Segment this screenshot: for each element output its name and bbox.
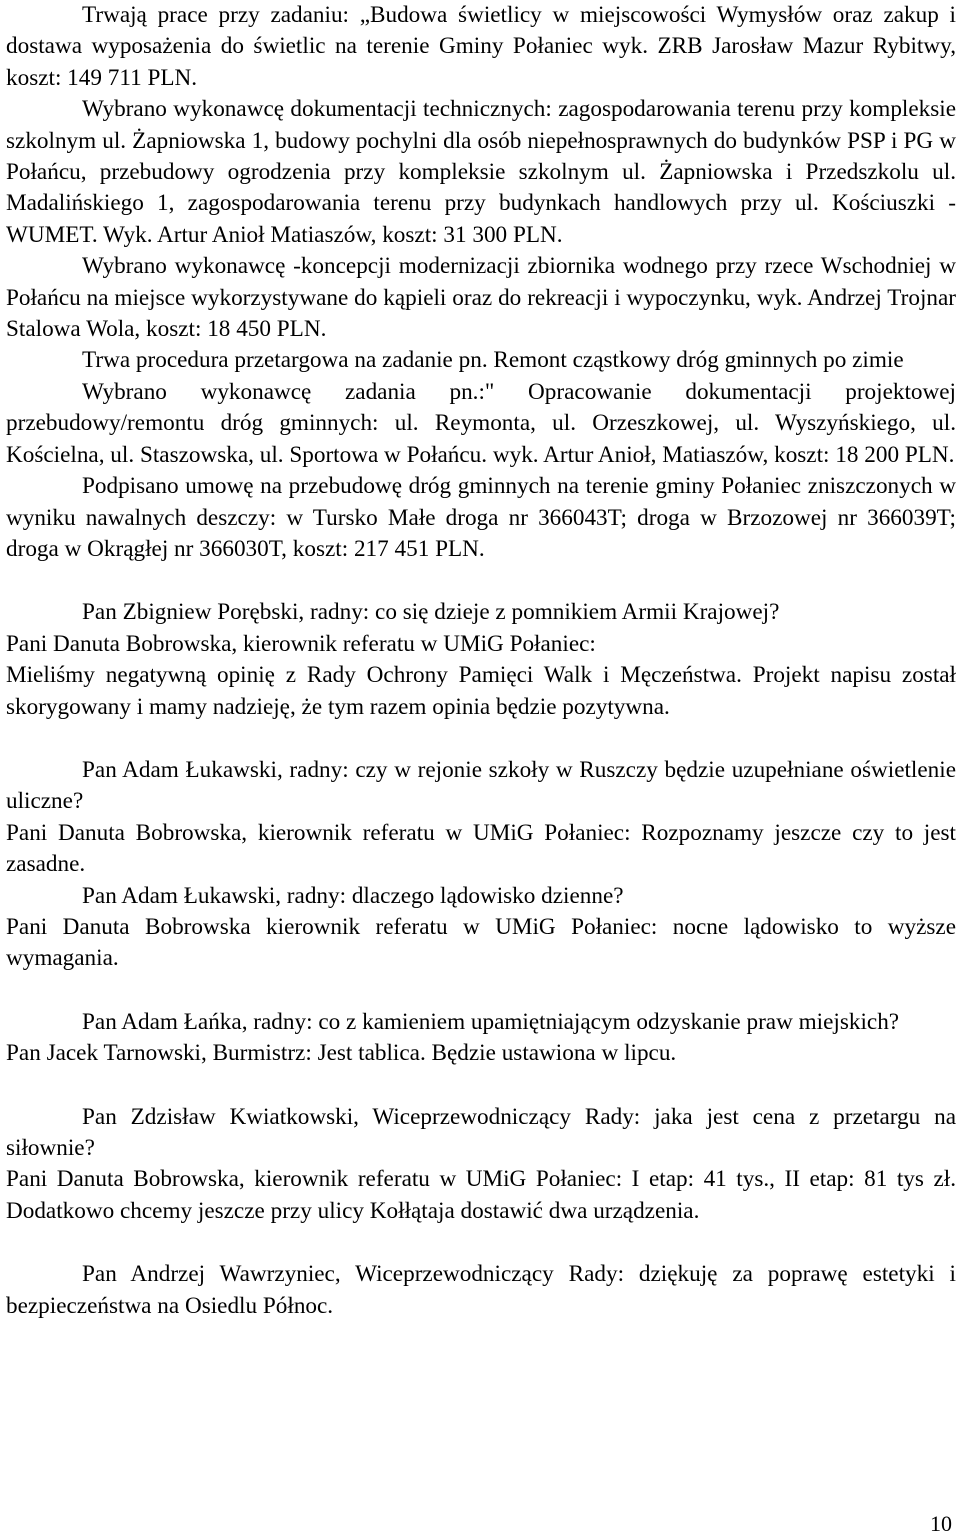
question-lukawski-ladowisko: Pan Adam Łukawski, radny: dlaczego lądowisko dzienne? — [82, 882, 624, 909]
spacer — [6, 1227, 956, 1259]
document-page — [6, 0, 956, 1322]
paragraph-dokumentacja-drog: Wybrano wykonawcę zadania pn.:" Opracowanie dokumentacji projektowej przebudowy/remontu dróg gminnych: ul. Reymonta, ul. Orzeszkowej, ul. Wyszyńskiego, ul. Kościelna, ul. Staszowska, ul. Sportowa w Połańcu. wyk. Artur Anioł, Matiaszów, koszt: 18 200 PLN. — [6, 378, 956, 468]
answer-bobrowska-silownie: Pani Danuta Bobrowska, kierownik referatu w UMiG Połaniec: I etap: 41 tys., II etap: 81 tys zł. Dodatkowo chcemy jeszcze przy ulicy Kołłątaja dostawić dwa urządzenia. — [6, 1166, 956, 1224]
answer-bobrowska-oswietlenie: Pani Danuta Bobrowska, kierownik referatu w UMiG Połaniec: Rozpoznamy jeszcze czy to jest zasadne. — [6, 819, 956, 878]
answer-tarnowski: Pan Jacek Tarnowski, Burmistrz: Jest tablica. Będzie ustawiona w lipcu. — [6, 1040, 677, 1067]
page-number: 10 — [930, 1511, 952, 1536]
question-lanka: Pan Adam Łańka, radny: co z kamieniem upamiętniającym odzyskanie praw miejskich? — [82, 1008, 900, 1035]
question-porebski: Pan Zbigniew Porębski, radny: co się dzieje z pomnikiem Armii Krajowej? — [82, 599, 780, 626]
spacer — [6, 723, 956, 755]
paragraph-zbiornik-wodny: Wybrano wykonawcę -koncepcji modernizacji zbiornika wodnego przy rzece Wschodniej w Połańcu na miejsce wykorzystywane do kąpieli oraz do rekreacji i wypoczynku, wyk. Andrzej Trojnar Stalowa Wola, koszt: 18 450 PLN. — [6, 253, 956, 343]
spacer — [6, 1070, 956, 1102]
speaker-bobrowska: Pani Danuta Bobrowska, kierownik referatu w UMiG Połaniec: — [6, 630, 596, 657]
paragraph-remont-drog: Trwa procedura przetargowa na zadanie pn. Remont cząstkowy dróg gminnych po zimie — [82, 347, 904, 374]
answer-bobrowska-pomnik: Mieliśmy negatywną opinię z Rady Ochrony Pamięci Walk i Męczeństwa. Projekt napisu został skorygowany i mamy nadzieję, że tym razem opinia będzie pozytywna. — [6, 662, 956, 720]
question-kwiatkowski: Pan Zdzisław Kwiatkowski, Wiceprzewodniczący Rady: jaka jest cena z przetargu na siłownie? — [6, 1103, 956, 1161]
paragraph-umowa-przebudowa: Podpisano umowę na przebudowę dróg gminnych na terenie gminy Połaniec zniszczonych w wyniku nawalnych deszczy: w Tursko Małe droga nr 366043T; droga w Brzozowej nr 366039T; droga w Okrągłej nr 366030T, koszt: 217 451 PLN. — [6, 473, 956, 562]
statement-wawrzyniec: Pan Andrzej Wawrzyniec, Wiceprzewodniczący Rady: dziękuję za poprawę estetyki i bezpieczeństwa na Osiedlu Północ. — [6, 1261, 956, 1319]
question-lukawski-oswietlenie: Pan Adam Łukawski, radny: czy w rejonie szkoły w Ruszczy będzie uzupełniane oświetlenie uliczne? — [6, 756, 956, 815]
spacer — [6, 975, 956, 1007]
answer-bobrowska-ladowisko: Pani Danuta Bobrowska kierownik referatu w UMiG Połaniec: nocne lądowisko to wyższe wymagania. — [6, 913, 956, 972]
paragraph-swietlica: Trwają prace przy zadaniu: „Budowa świetlicy w miejscowości Wymysłów oraz zakup i dostawa wyposażenia do świetlic na terenie Gminy Połaniec wyk. ZRB Jarosław Mazur Rybitwy, koszt: 149 711 PLN. — [6, 2, 956, 91]
paragraph-dokumentacja-techniczna: Wybrano wykonawcę dokumentacji technicznych: zagospodarowania terenu przy kompleksie szkolnym ul. Żapniowska 1, budowy pochylni dla osób niepełnosprawnych do budynków PSP i PG w Połańcu, przebudowy ogrodzenia przy kompleksie szkolnym ul. Żapniowska i Przedszkolu ul. Madalińskiego 1, zagospodarowania terenu przy budynkach handlowych przy ul. Kościuszki -WUMET. Wyk. Artur Anioł Matiaszów, koszt: 31 300 PLN. — [6, 96, 956, 248]
spacer — [6, 565, 956, 597]
